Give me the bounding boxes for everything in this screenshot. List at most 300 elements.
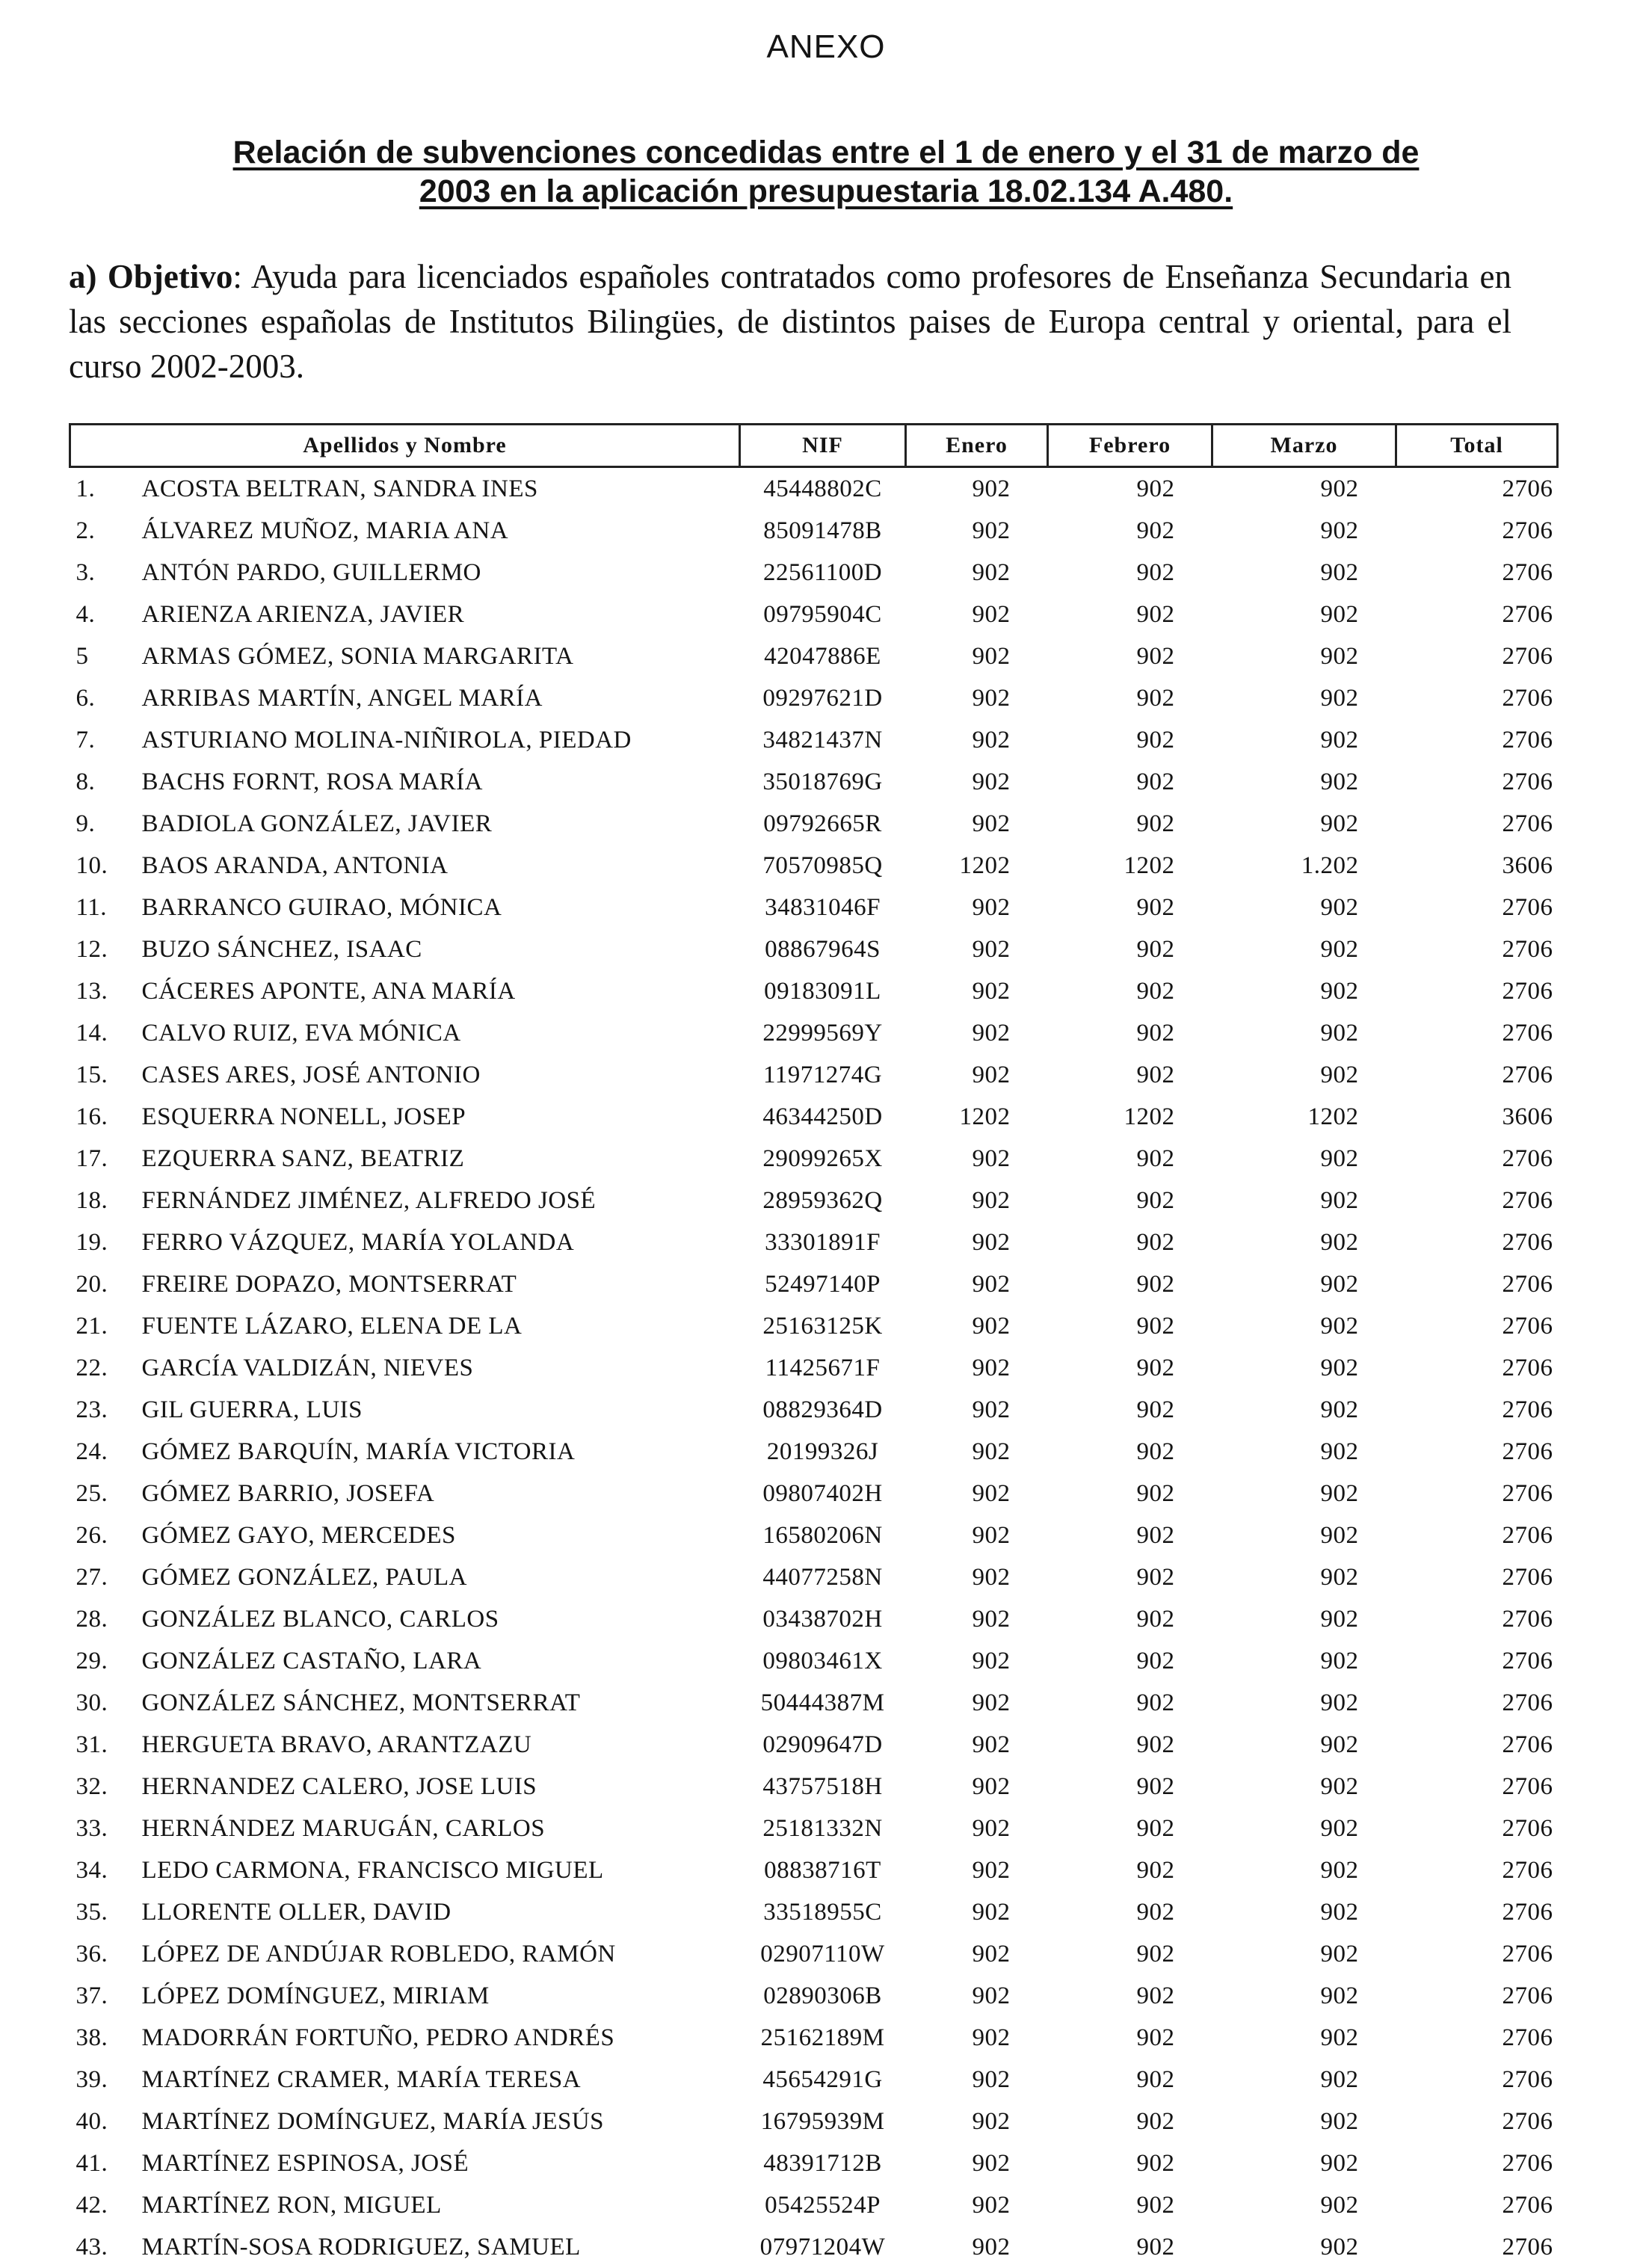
cell-enero: 902 xyxy=(906,1514,1048,1556)
cell-nif: 16580206N xyxy=(740,1514,906,1556)
cell-febrero: 902 xyxy=(1048,2101,1212,2142)
beneficiary-name: MARTÍNEZ CRAMER, MARÍA TERESA xyxy=(142,2066,582,2093)
cell-total: 2706 xyxy=(1396,1724,1558,1766)
cell-febrero: 902 xyxy=(1048,594,1212,635)
cell-nif: 33301891F xyxy=(740,1221,906,1263)
row-number: 17. xyxy=(70,1145,142,1173)
cell-marzo: 902 xyxy=(1212,1598,1396,1640)
cell-total: 2706 xyxy=(1396,1849,1558,1891)
table-row xyxy=(70,677,1558,719)
cell-febrero: 902 xyxy=(1048,1263,1212,1305)
row-number: 19. xyxy=(70,1229,142,1257)
table-row xyxy=(70,552,1558,594)
table-row xyxy=(70,803,1558,845)
cell-name xyxy=(70,928,740,970)
cell-enero: 902 xyxy=(906,1975,1048,2017)
cell-total: 2706 xyxy=(1396,1766,1558,1808)
row-number: 29. xyxy=(70,1648,142,1675)
cell-total: 2706 xyxy=(1396,1263,1558,1305)
cell-marzo: 902 xyxy=(1212,887,1396,928)
cell-febrero: 902 xyxy=(1048,2059,1212,2101)
cell-total: 2706 xyxy=(1396,1640,1558,1682)
cell-total: 2706 xyxy=(1396,2226,1558,2268)
cell-febrero: 902 xyxy=(1048,1180,1212,1221)
cell-febrero: 902 xyxy=(1048,1682,1212,1724)
row-number: 39. xyxy=(70,2066,142,2094)
table-row xyxy=(70,887,1558,928)
cell-nif: 50444387M xyxy=(740,1682,906,1724)
cell-name xyxy=(70,1933,740,1975)
cell-total: 2706 xyxy=(1396,1598,1558,1640)
cell-marzo: 902 xyxy=(1212,1180,1396,1221)
cell-febrero: 902 xyxy=(1048,887,1212,928)
beneficiary-name: GONZÁLEZ SÁNCHEZ, MONTSERRAT xyxy=(142,1689,581,1716)
cell-nif: 09297621D xyxy=(740,677,906,719)
beneficiary-name: MARTÍNEZ RON, MIGUEL xyxy=(142,2192,442,2219)
table-row xyxy=(70,1975,1558,2017)
cell-enero: 902 xyxy=(906,1766,1048,1808)
row-number: 3. xyxy=(70,559,142,587)
cell-marzo: 902 xyxy=(1212,970,1396,1012)
row-number: 7. xyxy=(70,727,142,754)
cell-nif: 02907110W xyxy=(740,1933,906,1975)
cell-enero: 902 xyxy=(906,2017,1048,2059)
row-number: 5 xyxy=(70,643,142,671)
cell-enero: 902 xyxy=(906,510,1048,552)
cell-total: 2706 xyxy=(1396,928,1558,970)
cell-nif: 09795904C xyxy=(740,594,906,635)
beneficiary-name: EZQUERRA SANZ, BEATRIZ xyxy=(142,1145,465,1172)
row-number: 21. xyxy=(70,1313,142,1340)
cell-name xyxy=(70,2142,740,2184)
table-row xyxy=(70,1305,1558,1347)
cell-name xyxy=(70,1598,740,1640)
beneficiary-name: LÓPEZ DOMÍNGUEZ, MIRIAM xyxy=(142,1982,490,2009)
row-number: 15. xyxy=(70,1061,142,1089)
cell-febrero: 902 xyxy=(1048,1473,1212,1514)
cell-febrero: 902 xyxy=(1048,1933,1212,1975)
objective-label: a) Objetivo xyxy=(69,258,232,295)
header-enero: Enero xyxy=(906,425,1048,467)
row-number: 28. xyxy=(70,1606,142,1633)
grants-table xyxy=(69,423,1559,2268)
cell-nif: 25162189M xyxy=(740,2017,906,2059)
cell-enero: 902 xyxy=(906,1640,1048,1682)
cell-nif: 52497140P xyxy=(740,1263,906,1305)
cell-name xyxy=(70,970,740,1012)
row-number: 13. xyxy=(70,978,142,1005)
cell-enero: 902 xyxy=(906,552,1048,594)
beneficiary-name: HERGUETA BRAVO, ARANTZAZU xyxy=(142,1731,532,1758)
document-title-line-1: Relación de subvenciones concedidas entre el 1 de enero y el 31 de marzo de xyxy=(75,133,1577,172)
table-row xyxy=(70,1096,1558,1138)
cell-name xyxy=(70,594,740,635)
table-row xyxy=(70,467,1558,511)
objective-text: : Ayuda para licenciados españoles contratados como profesores de Enseñanza Secundaria en las secciones españolas de Institutos Bilingües, de distintos paises de Europa central y oriental, para el curso 2002-2003. xyxy=(69,258,1511,385)
beneficiary-name: ANTÓN PARDO, GUILLERMO xyxy=(142,559,481,586)
table-row xyxy=(70,1347,1558,1389)
beneficiary-name: BACHS FORNT, ROSA MARÍA xyxy=(142,768,483,795)
cell-febrero: 1202 xyxy=(1048,845,1212,887)
cell-febrero: 902 xyxy=(1048,1891,1212,1933)
beneficiary-name: GÓMEZ BARQUÍN, MARÍA VICTORIA xyxy=(142,1438,576,1465)
cell-enero: 902 xyxy=(906,1473,1048,1514)
cell-name xyxy=(70,1431,740,1473)
cell-febrero: 902 xyxy=(1048,1766,1212,1808)
cell-febrero: 902 xyxy=(1048,1849,1212,1891)
cell-enero: 902 xyxy=(906,1598,1048,1640)
cell-febrero: 902 xyxy=(1048,1514,1212,1556)
cell-name xyxy=(70,1473,740,1514)
cell-enero: 902 xyxy=(906,1682,1048,1724)
cell-total: 2706 xyxy=(1396,2101,1558,2142)
cell-enero: 902 xyxy=(906,2101,1048,2142)
table-body xyxy=(70,467,1558,2268)
row-number: 34. xyxy=(70,1857,142,1885)
row-number: 31. xyxy=(70,1731,142,1759)
beneficiary-name: FUENTE LÁZARO, ELENA DE LA xyxy=(142,1313,523,1340)
cell-total: 2706 xyxy=(1396,594,1558,635)
beneficiary-name: CASES ARES, JOSÉ ANTONIO xyxy=(142,1061,481,1088)
cell-total: 2706 xyxy=(1396,1514,1558,1556)
cell-marzo: 902 xyxy=(1212,2059,1396,2101)
beneficiary-name: LLORENTE OLLER, DAVID xyxy=(142,1899,451,1926)
row-number: 12. xyxy=(70,936,142,964)
cell-nif: 29099265X xyxy=(740,1138,906,1180)
cell-febrero: 902 xyxy=(1048,1347,1212,1389)
cell-enero: 1202 xyxy=(906,845,1048,887)
cell-febrero: 902 xyxy=(1048,761,1212,803)
cell-total: 2706 xyxy=(1396,1933,1558,1975)
cell-total: 2706 xyxy=(1396,2017,1558,2059)
cell-enero: 902 xyxy=(906,1138,1048,1180)
cell-nif: 08867964S xyxy=(740,928,906,970)
beneficiary-name: ARIENZA ARIENZA, JAVIER xyxy=(142,601,465,628)
cell-name xyxy=(70,677,740,719)
cell-marzo: 902 xyxy=(1212,1891,1396,1933)
beneficiary-name: ACOSTA BELTRAN, SANDRA INES xyxy=(142,475,538,502)
beneficiary-name: GÓMEZ BARRIO, JOSEFA xyxy=(142,1480,435,1507)
cell-total: 2706 xyxy=(1396,1891,1558,1933)
cell-name xyxy=(70,467,740,511)
cell-febrero: 902 xyxy=(1048,467,1212,511)
beneficiary-name: CALVO RUIZ, EVA MÓNICA xyxy=(142,1020,461,1047)
table-row xyxy=(70,1724,1558,1766)
cell-total: 2706 xyxy=(1396,1347,1558,1389)
cell-total: 2706 xyxy=(1396,1054,1558,1096)
beneficiary-name: MARTÍNEZ DOMÍNGUEZ, MARÍA JESÚS xyxy=(142,2108,605,2135)
cell-marzo: 902 xyxy=(1212,552,1396,594)
cell-marzo: 902 xyxy=(1212,1012,1396,1054)
document-title-line-2: 2003 en la aplicación presupuestaria 18.02.134 A.480. xyxy=(75,172,1577,211)
row-number: 11. xyxy=(70,894,142,922)
cell-total: 3606 xyxy=(1396,1096,1558,1138)
cell-enero: 902 xyxy=(906,803,1048,845)
cell-name xyxy=(70,1180,740,1221)
cell-nif: 16795939M xyxy=(740,2101,906,2142)
cell-name xyxy=(70,1682,740,1724)
cell-febrero: 902 xyxy=(1048,552,1212,594)
cell-total: 2706 xyxy=(1396,635,1558,677)
beneficiary-name: FREIRE DOPAZO, MONTSERRAT xyxy=(142,1271,517,1298)
cell-name xyxy=(70,2101,740,2142)
cell-marzo: 902 xyxy=(1212,1933,1396,1975)
cell-total: 2706 xyxy=(1396,1305,1558,1347)
beneficiary-name: GONZÁLEZ BLANCO, CARLOS xyxy=(142,1606,499,1633)
cell-total: 2706 xyxy=(1396,1180,1558,1221)
cell-total: 2706 xyxy=(1396,1012,1558,1054)
table-row xyxy=(70,1598,1558,1640)
cell-enero: 902 xyxy=(906,1054,1048,1096)
cell-marzo: 902 xyxy=(1212,1975,1396,2017)
cell-name xyxy=(70,887,740,928)
beneficiary-name: HERNÁNDEZ MARUGÁN, CARLOS xyxy=(142,1815,546,1842)
beneficiary-name: GÓMEZ GONZÁLEZ, PAULA xyxy=(142,1564,468,1591)
cell-nif: 34821437N xyxy=(740,719,906,761)
cell-febrero: 902 xyxy=(1048,1724,1212,1766)
cell-nif: 28959362Q xyxy=(740,1180,906,1221)
cell-name xyxy=(70,510,740,552)
cell-total: 3606 xyxy=(1396,845,1558,887)
row-number: 35. xyxy=(70,1899,142,1926)
cell-febrero: 902 xyxy=(1048,1389,1212,1431)
cell-febrero: 902 xyxy=(1048,803,1212,845)
cell-total: 2706 xyxy=(1396,887,1558,928)
cell-nif: 42047886E xyxy=(740,635,906,677)
table-row xyxy=(70,2059,1558,2101)
cell-total: 2706 xyxy=(1396,677,1558,719)
cell-marzo: 902 xyxy=(1212,2184,1396,2226)
row-number: 27. xyxy=(70,1564,142,1591)
cell-nif: 22561100D xyxy=(740,552,906,594)
cell-enero: 902 xyxy=(906,1891,1048,1933)
table-row xyxy=(70,1891,1558,1933)
beneficiary-name: FERNÁNDEZ JIMÉNEZ, ALFREDO JOSÉ xyxy=(142,1187,597,1214)
cell-total: 2706 xyxy=(1396,2059,1558,2101)
cell-febrero: 902 xyxy=(1048,1138,1212,1180)
cell-total: 2706 xyxy=(1396,1138,1558,1180)
beneficiary-name: GARCÍA VALDIZÁN, NIEVES xyxy=(142,1355,474,1381)
cell-total: 2706 xyxy=(1396,1389,1558,1431)
cell-nif: 25163125K xyxy=(740,1305,906,1347)
cell-name xyxy=(70,2184,740,2226)
cell-enero: 902 xyxy=(906,1431,1048,1473)
cell-nif: 02909647D xyxy=(740,1724,906,1766)
row-number: 25. xyxy=(70,1480,142,1508)
cell-name xyxy=(70,1556,740,1598)
cell-name xyxy=(70,1054,740,1096)
cell-enero: 902 xyxy=(906,1012,1048,1054)
table-row xyxy=(70,719,1558,761)
table-row xyxy=(70,510,1558,552)
cell-enero: 902 xyxy=(906,635,1048,677)
cell-nif: 08829364D xyxy=(740,1389,906,1431)
cell-total: 2706 xyxy=(1396,1682,1558,1724)
cell-name xyxy=(70,635,740,677)
cell-nif: 33518955C xyxy=(740,1891,906,1933)
row-number: 40. xyxy=(70,2108,142,2136)
header-name: Apellidos y Nombre xyxy=(70,425,740,467)
cell-enero: 902 xyxy=(906,761,1048,803)
cell-name xyxy=(70,761,740,803)
row-number: 16. xyxy=(70,1103,142,1131)
cell-marzo: 902 xyxy=(1212,803,1396,845)
beneficiary-name: ÁLVAREZ MUÑOZ, MARIA ANA xyxy=(142,517,509,544)
beneficiary-name: BADIOLA GONZÁLEZ, JAVIER xyxy=(142,810,493,837)
cell-febrero: 902 xyxy=(1048,2226,1212,2268)
cell-total: 2706 xyxy=(1396,510,1558,552)
row-number: 37. xyxy=(70,1982,142,2010)
beneficiary-name: ARRIBAS MARTÍN, ANGEL MARÍA xyxy=(142,685,543,712)
cell-enero: 902 xyxy=(906,887,1048,928)
row-number: 32. xyxy=(70,1773,142,1801)
cell-enero: 902 xyxy=(906,1849,1048,1891)
header-febrero: Febrero xyxy=(1048,425,1212,467)
cell-nif: 09807402H xyxy=(740,1473,906,1514)
cell-marzo: 902 xyxy=(1212,635,1396,677)
cell-enero: 902 xyxy=(906,2226,1048,2268)
table-row xyxy=(70,1221,1558,1263)
header-marzo: Marzo xyxy=(1212,425,1396,467)
cell-nif: 35018769G xyxy=(740,761,906,803)
beneficiary-name: HERNANDEZ CALERO, JOSE LUIS xyxy=(142,1773,537,1800)
cell-marzo: 902 xyxy=(1212,1221,1396,1263)
cell-marzo: 902 xyxy=(1212,1138,1396,1180)
cell-name xyxy=(70,1389,740,1431)
cell-enero: 902 xyxy=(906,1305,1048,1347)
table-row xyxy=(70,2101,1558,2142)
cell-febrero: 902 xyxy=(1048,635,1212,677)
row-number: 8. xyxy=(70,768,142,796)
beneficiary-name: MARTÍN-SOSA RODRIGUEZ, SAMUEL xyxy=(142,2234,581,2261)
cell-marzo: 902 xyxy=(1212,1556,1396,1598)
table-row xyxy=(70,1514,1558,1556)
row-number: 26. xyxy=(70,1522,142,1550)
row-number: 41. xyxy=(70,2150,142,2178)
row-number: 2. xyxy=(70,517,142,545)
cell-nif: 09792665R xyxy=(740,803,906,845)
cell-enero: 902 xyxy=(906,1808,1048,1849)
cell-marzo: 902 xyxy=(1212,1766,1396,1808)
cell-total: 2706 xyxy=(1396,1556,1558,1598)
cell-nif: 09803461X xyxy=(740,1640,906,1682)
cell-name xyxy=(70,1891,740,1933)
cell-total: 2706 xyxy=(1396,1431,1558,1473)
table-row xyxy=(70,1138,1558,1180)
beneficiary-name: BAOS ARANDA, ANTONIA xyxy=(142,852,449,879)
cell-marzo: 902 xyxy=(1212,719,1396,761)
table-row xyxy=(70,970,1558,1012)
cell-total: 2706 xyxy=(1396,1221,1558,1263)
cell-marzo: 902 xyxy=(1212,2226,1396,2268)
cell-enero: 1202 xyxy=(906,1096,1048,1138)
cell-febrero: 902 xyxy=(1048,677,1212,719)
cell-name xyxy=(70,1263,740,1305)
cell-nif: 09183091L xyxy=(740,970,906,1012)
row-number: 24. xyxy=(70,1438,142,1466)
table-row xyxy=(70,1431,1558,1473)
cell-enero: 902 xyxy=(906,677,1048,719)
row-number: 30. xyxy=(70,1689,142,1717)
cell-name xyxy=(70,1012,740,1054)
beneficiary-name: MADORRÁN FORTUÑO, PEDRO ANDRÉS xyxy=(142,2024,615,2051)
cell-enero: 902 xyxy=(906,1180,1048,1221)
table-row xyxy=(70,1556,1558,1598)
cell-nif: 25181332N xyxy=(740,1808,906,1849)
cell-total: 2706 xyxy=(1396,1808,1558,1849)
cell-name xyxy=(70,1138,740,1180)
row-number: 6. xyxy=(70,685,142,712)
cell-nif: 20199326J xyxy=(740,1431,906,1473)
table-header-row xyxy=(70,425,1558,467)
cell-marzo: 902 xyxy=(1212,1347,1396,1389)
cell-enero: 902 xyxy=(906,1724,1048,1766)
cell-nif: 85091478B xyxy=(740,510,906,552)
cell-nif: 43757518H xyxy=(740,1766,906,1808)
cell-febrero: 902 xyxy=(1048,2184,1212,2226)
document-title xyxy=(75,133,1577,211)
cell-name xyxy=(70,1096,740,1138)
cell-marzo: 902 xyxy=(1212,467,1396,511)
cell-marzo: 902 xyxy=(1212,2017,1396,2059)
table-row xyxy=(70,1640,1558,1682)
row-number: 36. xyxy=(70,1941,142,1968)
table-row xyxy=(70,761,1558,803)
cell-enero: 902 xyxy=(906,2059,1048,2101)
cell-nif: 11425671F xyxy=(740,1347,906,1389)
table-row xyxy=(70,1849,1558,1891)
table-row xyxy=(70,1012,1558,1054)
cell-total: 2706 xyxy=(1396,467,1558,511)
beneficiary-name: ARMAS GÓMEZ, SONIA MARGARITA xyxy=(142,643,574,670)
cell-total: 2706 xyxy=(1396,1473,1558,1514)
cell-enero: 902 xyxy=(906,1389,1048,1431)
table-row xyxy=(70,1766,1558,1808)
cell-name xyxy=(70,719,740,761)
cell-total: 2706 xyxy=(1396,1975,1558,2017)
header-nif: NIF xyxy=(740,425,906,467)
cell-enero: 902 xyxy=(906,1347,1048,1389)
table-row xyxy=(70,1933,1558,1975)
table-row xyxy=(70,1473,1558,1514)
cell-name xyxy=(70,1849,740,1891)
cell-name xyxy=(70,845,740,887)
row-number: 4. xyxy=(70,601,142,629)
cell-marzo: 902 xyxy=(1212,1054,1396,1096)
cell-febrero: 902 xyxy=(1048,928,1212,970)
cell-nif: 45448802C xyxy=(740,467,906,511)
cell-nif: 03438702H xyxy=(740,1598,906,1640)
cell-marzo: 902 xyxy=(1212,677,1396,719)
cell-nif: 46344250D xyxy=(740,1096,906,1138)
beneficiary-name: GONZÁLEZ CASTAÑO, LARA xyxy=(142,1648,482,1674)
cell-name xyxy=(70,803,740,845)
beneficiary-name: CÁCERES APONTE, ANA MARÍA xyxy=(142,978,516,1005)
table-row xyxy=(70,2184,1558,2226)
cell-marzo: 902 xyxy=(1212,1514,1396,1556)
row-number: 38. xyxy=(70,2024,142,2052)
row-number: 42. xyxy=(70,2192,142,2219)
cell-nif: 08838716T xyxy=(740,1849,906,1891)
cell-marzo: 902 xyxy=(1212,1263,1396,1305)
row-number: 18. xyxy=(70,1187,142,1215)
cell-febrero: 902 xyxy=(1048,1054,1212,1096)
cell-marzo: 902 xyxy=(1212,1431,1396,1473)
row-number: 20. xyxy=(70,1271,142,1298)
table-row xyxy=(70,594,1558,635)
beneficiary-name: LEDO CARMONA, FRANCISCO MIGUEL xyxy=(142,1857,604,1884)
beneficiary-name: BUZO SÁNCHEZ, ISAAC xyxy=(142,936,422,963)
